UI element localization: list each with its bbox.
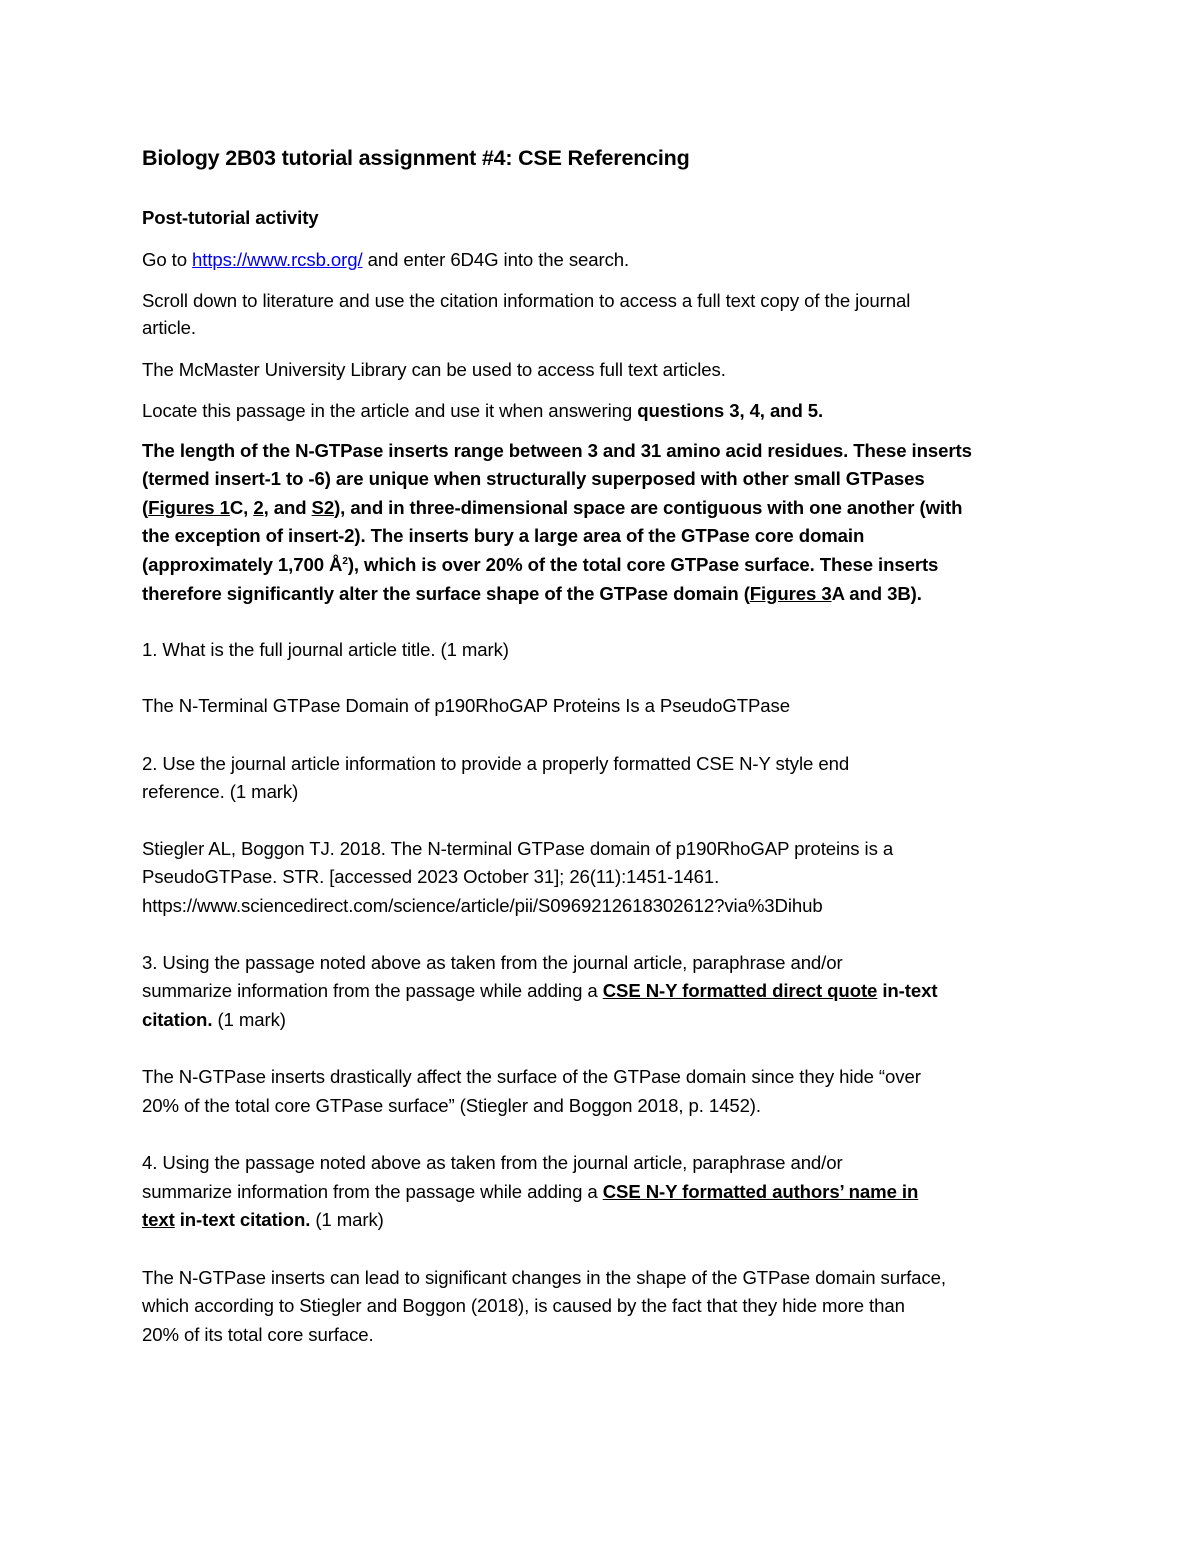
question-text: (1 mark) [212, 1009, 286, 1030]
instruction-scroll-line-1: Scroll down to literature and use the citation information to access a full text copy of the journal [142, 290, 911, 311]
passage-line-6 [142, 580, 922, 608]
question-text: summarize information from the passage while adding a [142, 1181, 603, 1202]
passage-text: , and [263, 497, 312, 518]
passage-text: ), which is over 20% of the total core GTPase surface. These inserts [347, 554, 939, 575]
direct-quote-emphasis: CSE N-Y formatted direct quote [602, 980, 878, 1001]
answer-2-line-3: https://www.sciencedirect.com/science/article/pii/S0969212618302612?via%3Dihub [142, 895, 823, 916]
passage-line-3 [142, 494, 962, 522]
passage-text: A and 3B). [831, 583, 922, 604]
question-4-line-3 [142, 1206, 384, 1234]
question-text: in-text [877, 980, 938, 1001]
answer-1: The N-Terminal GTPase Domain of p190RhoGAP Proteins Is a PseudoGTPase [142, 695, 790, 716]
go-to-prefix: Go to [142, 249, 193, 270]
answer-4-line-2: which according to Stiegler and Boggon (2018), is caused by the fact that they hide more than [142, 1295, 905, 1316]
authors-name-emphasis: text [142, 1209, 175, 1230]
section-heading: Post-tutorial activity [142, 207, 319, 228]
passage-text: (approximately 1,700 Å [142, 554, 343, 575]
instruction-locate [142, 397, 823, 425]
question-2-line-2: reference. (1 mark) [142, 781, 299, 802]
answer-4-line-1: The N-GTPase inserts can lead to significant changes in the shape of the GTPase domain surface, [142, 1267, 946, 1288]
question-text: (1 mark) [310, 1209, 384, 1230]
answer-2-line-2: PseudoGTPase. STR. [accessed 2023 October 31]; 26(11):1451-1461. [142, 866, 720, 887]
passage-line-2: (termed insert-1 to -6) are unique when structurally superposed with other small GTPases [142, 468, 925, 489]
passage-text: therefore significantly alter the surface shape of the GTPase domain ( [142, 583, 750, 604]
figure-2-link[interactable]: 2 [253, 497, 264, 518]
question-3-line-1: 3. Using the passage noted above as taken from the journal article, paraphrase and/or [142, 952, 843, 973]
answer-3-line-1: The N-GTPase inserts drastically affect the surface of the GTPase domain since they hide “over [142, 1066, 921, 1087]
authors-name-emphasis: CSE N-Y formatted authors’ name in [602, 1181, 919, 1202]
answer-4-line-3: 20% of its total core surface. [142, 1324, 374, 1345]
question-text: summarize information from the passage while adding a [142, 980, 603, 1001]
passage-line-1: The length of the N-GTPase inserts range between 3 and 31 amino acid residues. These inserts [142, 440, 972, 461]
go-to-suffix: and enter 6D4G into the search. [362, 249, 630, 270]
figure-s2-link[interactable]: S2 [311, 497, 335, 518]
instruction-scroll-line-2: article. [142, 317, 196, 338]
locate-questions: questions 3, 4, and 5. [637, 400, 824, 421]
question-4-line-2 [142, 1178, 918, 1206]
question-3-line-2 [142, 977, 937, 1005]
question-2-line-1: 2. Use the journal article information to provide a properly formatted CSE N-Y style end [142, 753, 850, 774]
passage-line-4: the exception of insert-2). The inserts bury a large area of the GTPase core domain [142, 525, 865, 546]
rcsb-link[interactable]: https://www.rcsb.org/ [192, 249, 363, 270]
question-text: in-text citation. [174, 1209, 311, 1230]
figures-1-link[interactable]: Figures 1 [148, 497, 230, 518]
figures-3-link[interactable]: Figures 3 [749, 583, 832, 604]
passage-text: ( [142, 497, 149, 518]
instruction-library: The McMaster University Library can be used to access full text articles. [142, 359, 726, 380]
question-text: citation. [142, 1009, 213, 1030]
page-title: Biology 2B03 tutorial assignment #4: CSE Referencing [142, 146, 690, 170]
passage-text: C, [229, 497, 254, 518]
question-3-line-3 [142, 1006, 286, 1034]
question-1: 1. What is the full journal article title. (1 mark) [142, 639, 509, 660]
passage-text: ), and in three-dimensional space are contiguous with one another (with [334, 497, 963, 518]
superscript: 2 [342, 555, 348, 567]
locate-prefix: Locate this passage in the article and use it when answering [142, 400, 638, 421]
passage-line-5 [142, 551, 938, 579]
instruction-go-to [142, 246, 629, 274]
question-4-line-1: 4. Using the passage noted above as taken from the journal article, paraphrase and/or [142, 1152, 843, 1173]
answer-2-line-1: Stiegler AL, Boggon TJ. 2018. The N-terminal GTPase domain of p190RhoGAP proteins is a [142, 838, 894, 859]
answer-3-line-2: 20% of the total core GTPase surface” (Stiegler and Boggon 2018, p. 1452). [142, 1095, 761, 1116]
